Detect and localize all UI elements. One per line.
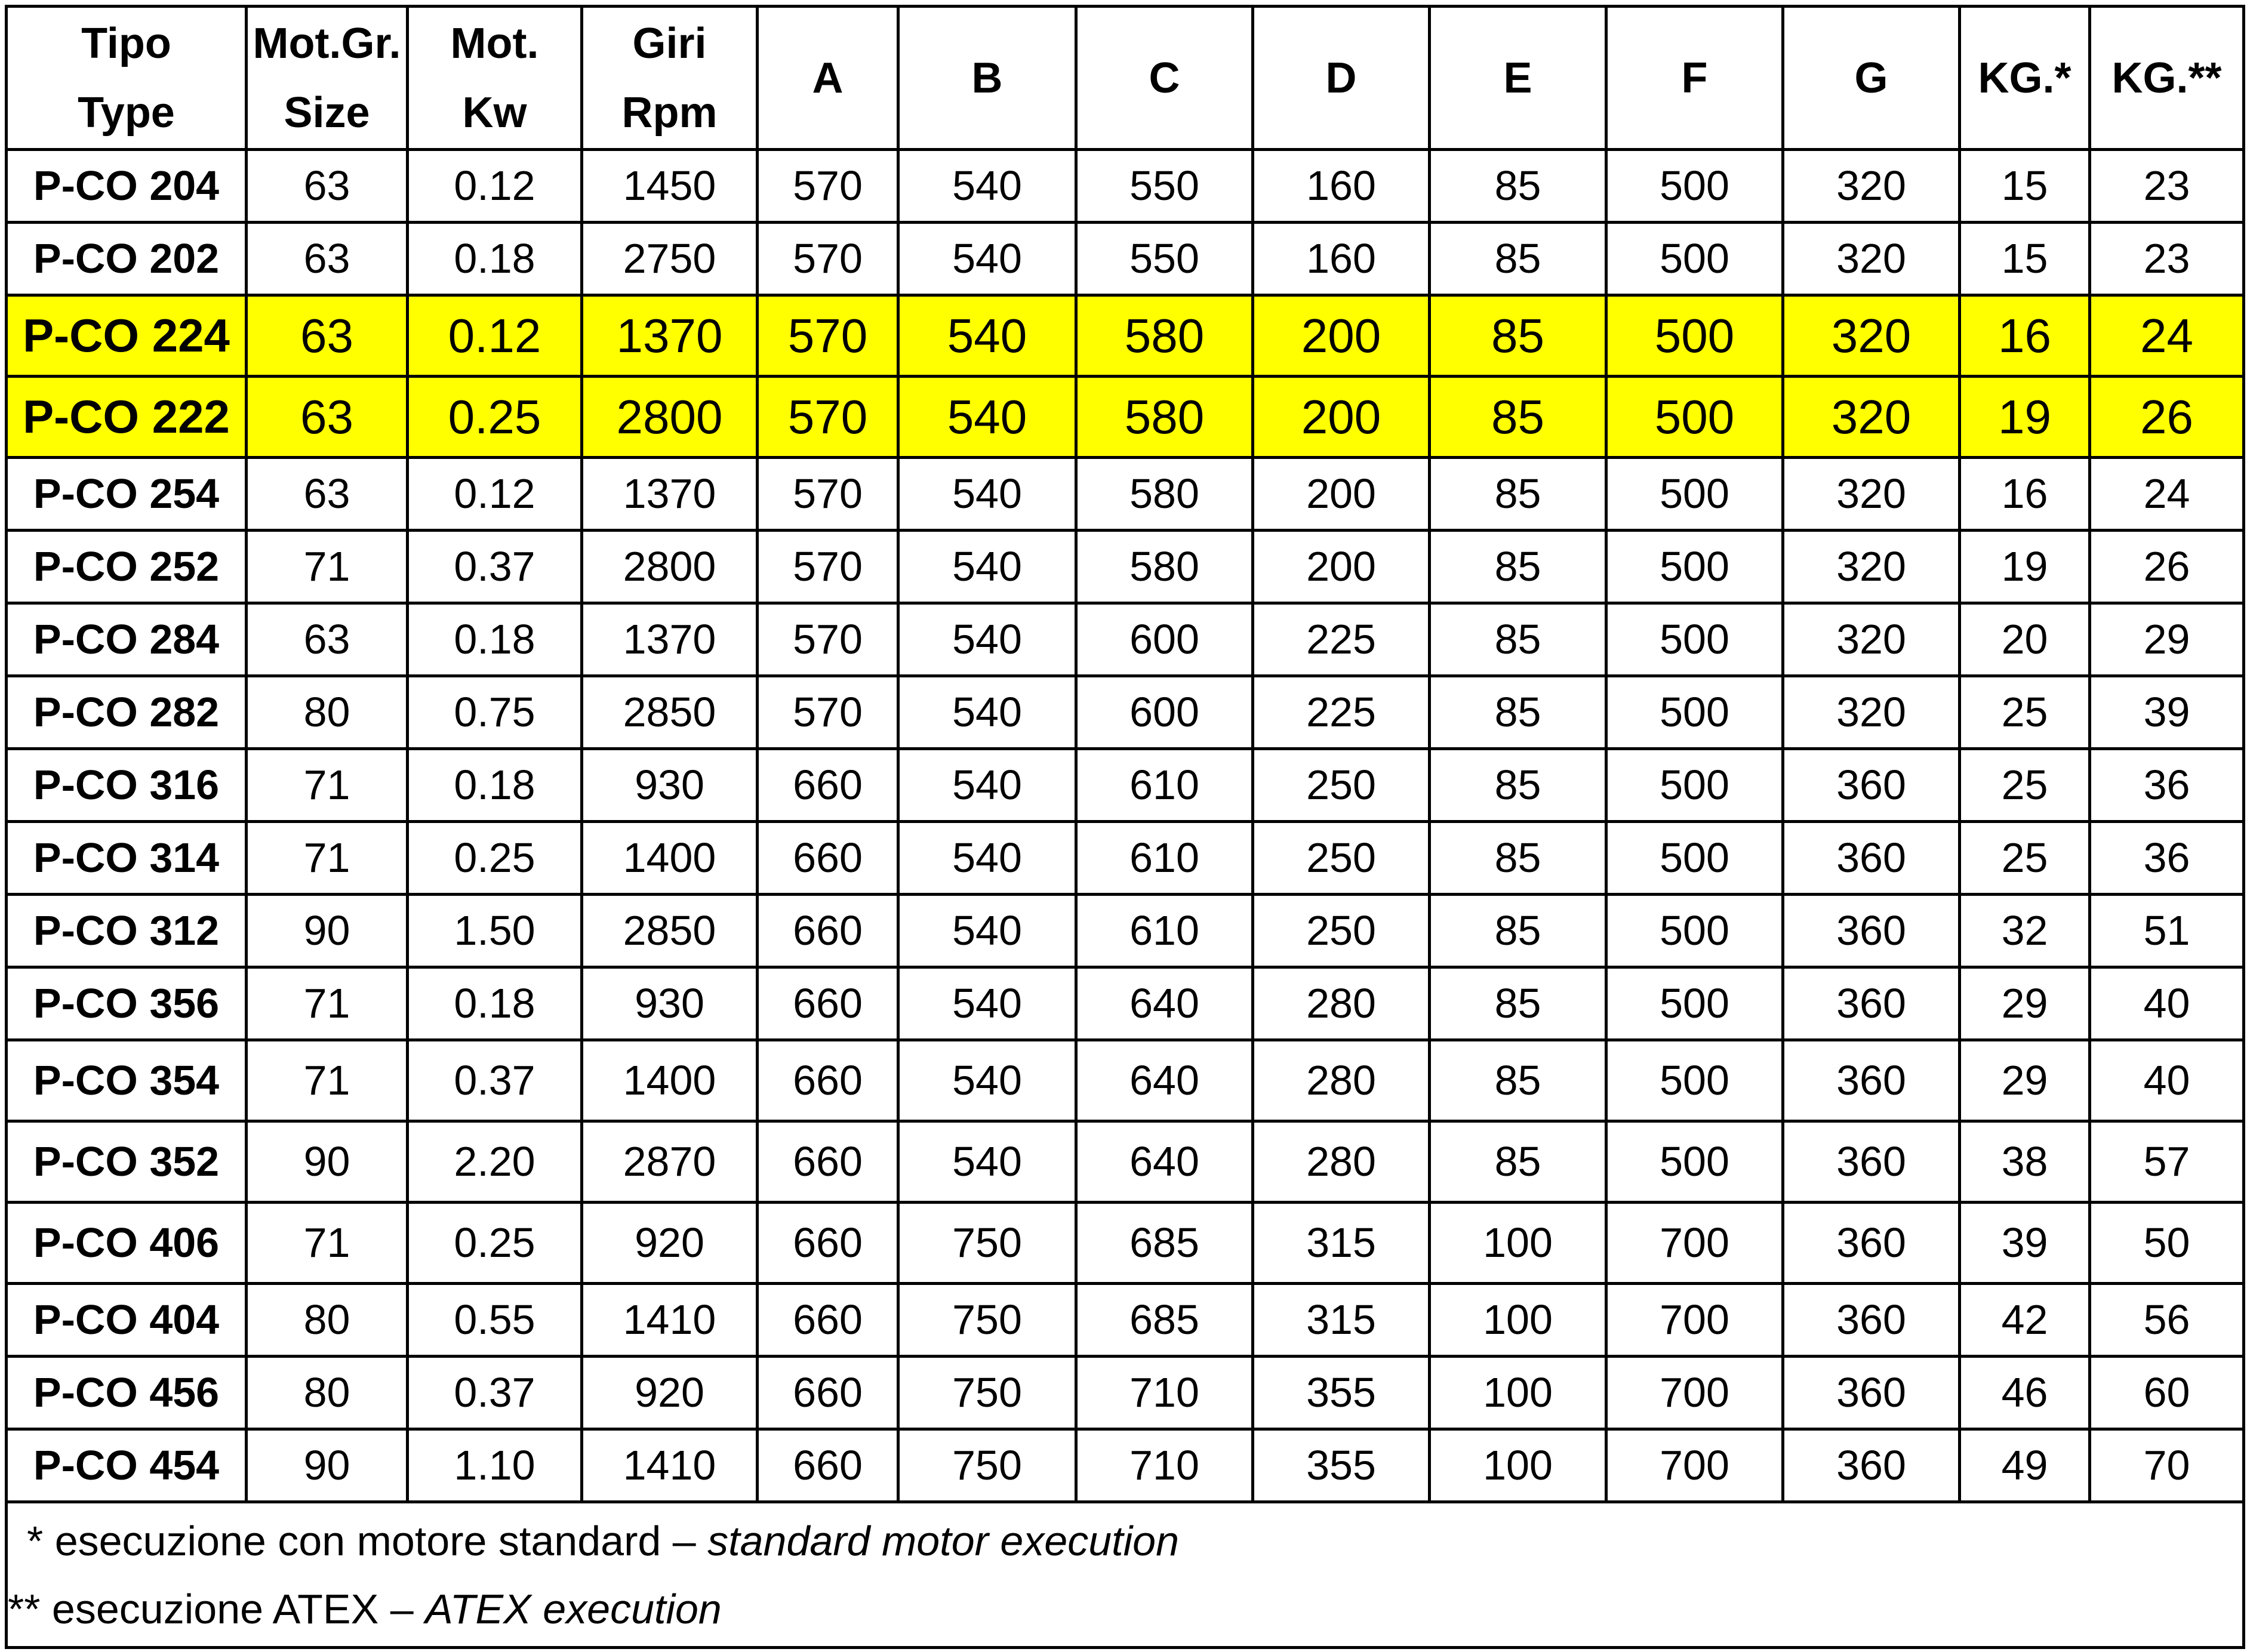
column-header-g [1783,7,1960,150]
table-row [7,603,2244,676]
table-row [7,1203,2244,1284]
value-cell-kg-atex: 36 [2090,822,2244,895]
value-cell-motor-size: 80 [247,1284,408,1357]
value-cell-g: 320 [1783,458,1960,531]
footnotes-cell [7,1502,2244,1648]
table-row [7,1357,2244,1429]
value-cell-rpm: 1370 [582,458,758,531]
table-row [7,967,2244,1040]
value-cell-a: 660 [758,1040,898,1121]
value-cell-motor-size: 63 [247,150,408,223]
column-header-d [1253,7,1430,150]
column-header-label: G [1854,54,1888,102]
value-cell-motor-kw: 0.37 [408,531,582,603]
value-cell-b: 540 [898,223,1076,295]
value-cell-motor-size: 71 [247,967,408,1040]
value-cell-f: 500 [1606,1040,1783,1121]
value-cell-rpm: 1400 [582,822,758,895]
value-cell-c: 610 [1076,895,1253,967]
value-cell-g: 360 [1783,1357,1960,1429]
value-cell-motor-kw: 0.18 [408,603,582,676]
column-header-b [898,7,1076,150]
value-cell-motor-kw: 0.37 [408,1357,582,1429]
value-cell-e: 85 [1430,749,1606,822]
value-cell-kg-standard: 15 [1960,223,2090,295]
value-cell-c: 550 [1076,223,1253,295]
value-cell-e: 100 [1430,1429,1606,1502]
value-cell-a: 570 [758,676,898,749]
value-cell-kg-standard: 15 [1960,150,2090,223]
value-cell-g: 320 [1783,295,1960,377]
value-cell-motor-size: 63 [247,377,408,458]
value-cell-e: 100 [1430,1203,1606,1284]
value-cell-b: 540 [898,295,1076,377]
column-header-a [758,7,898,150]
value-cell-kg-standard: 25 [1960,749,2090,822]
value-cell-c: 640 [1076,1040,1253,1121]
value-cell-kg-atex: 24 [2090,295,2244,377]
value-cell-kg-standard: 19 [1960,531,2090,603]
type-cell: P-CO 204 [7,150,247,223]
value-cell-motor-size: 80 [247,1357,408,1429]
value-cell-f: 500 [1606,1121,1783,1203]
table-row [7,295,2244,377]
value-cell-motor-kw: 0.18 [408,967,582,1040]
value-cell-motor-kw: 0.75 [408,676,582,749]
value-cell-kg-atex: 24 [2090,458,2244,531]
value-cell-b: 750 [898,1284,1076,1357]
value-cell-kg-atex: 29 [2090,603,2244,676]
value-cell-motor-kw: 0.37 [408,1040,582,1121]
value-cell-kg-standard: 46 [1960,1357,2090,1429]
value-cell-kg-atex: 26 [2090,531,2244,603]
value-cell-rpm: 2850 [582,676,758,749]
value-cell-rpm: 1370 [582,295,758,377]
value-cell-g: 320 [1783,676,1960,749]
value-cell-c: 640 [1076,967,1253,1040]
value-cell-f: 700 [1606,1357,1783,1429]
specifications-table [5,5,2245,1649]
value-cell-b: 540 [898,150,1076,223]
value-cell-a: 660 [758,895,898,967]
table-row [7,531,2244,603]
value-cell-c: 580 [1076,531,1253,603]
value-cell-kg-atex: 51 [2090,895,2244,967]
value-cell-g: 360 [1783,1040,1960,1121]
value-cell-motor-kw: 1.10 [408,1429,582,1502]
value-cell-c: 580 [1076,377,1253,458]
footnote-english-text: standard motor execution [707,1517,1180,1564]
value-cell-kg-atex: 40 [2090,967,2244,1040]
value-cell-e: 85 [1430,1040,1606,1121]
value-cell-a: 570 [758,295,898,377]
value-cell-rpm: 2870 [582,1121,758,1203]
value-cell-f: 500 [1606,967,1783,1040]
column-header-e [1430,7,1606,150]
value-cell-g: 360 [1783,967,1960,1040]
value-cell-rpm: 2800 [582,531,758,603]
value-cell-rpm: 920 [582,1203,758,1284]
value-cell-motor-size: 63 [247,223,408,295]
value-cell-rpm: 1450 [582,150,758,223]
value-cell-kg-atex: 23 [2090,223,2244,295]
column-header-label: F [1681,54,1708,102]
footnote [14,1507,2242,1575]
column-header-label: A [812,54,844,102]
value-cell-f: 500 [1606,295,1783,377]
value-cell-d: 280 [1253,1121,1430,1203]
column-header-kg-atex [2090,7,2244,150]
table-row [7,223,2244,295]
value-cell-rpm: 2800 [582,377,758,458]
column-header-motor-kw [408,7,582,150]
value-cell-d: 280 [1253,1040,1430,1121]
value-cell-b: 540 [898,603,1076,676]
value-cell-motor-kw: 0.12 [408,458,582,531]
type-cell: P-CO 202 [7,223,247,295]
value-cell-c: 550 [1076,150,1253,223]
value-cell-b: 540 [898,458,1076,531]
column-header-label: Mot.Gr. [253,19,401,67]
footnote-text: * esecuzione con motore standard – [27,1517,708,1564]
value-cell-motor-kw: 0.12 [408,150,582,223]
footnote-english-text: ATEX execution [425,1585,722,1632]
value-cell-c: 600 [1076,676,1253,749]
value-cell-a: 570 [758,223,898,295]
type-cell: P-CO 222 [7,377,247,458]
column-header-type [7,7,247,150]
value-cell-b: 540 [898,1121,1076,1203]
value-cell-g: 360 [1783,895,1960,967]
table-row [7,1040,2244,1121]
value-cell-c: 640 [1076,1121,1253,1203]
value-cell-d: 250 [1253,822,1430,895]
value-cell-f: 700 [1606,1284,1783,1357]
value-cell-e: 85 [1430,676,1606,749]
value-cell-g: 360 [1783,1121,1960,1203]
type-cell: P-CO 454 [7,1429,247,1502]
value-cell-kg-standard: 39 [1960,1203,2090,1284]
type-cell: P-CO 406 [7,1203,247,1284]
value-cell-motor-kw: 2.20 [408,1121,582,1203]
column-header-rpm [582,7,758,150]
value-cell-f: 500 [1606,603,1783,676]
value-cell-b: 750 [898,1357,1076,1429]
footnote [8,1575,2242,1643]
value-cell-motor-kw: 0.55 [408,1284,582,1357]
value-cell-kg-standard: 19 [1960,377,2090,458]
value-cell-b: 540 [898,531,1076,603]
table-footer [7,1502,2244,1648]
value-cell-c: 710 [1076,1429,1253,1502]
column-header-label: Rpm [621,88,718,137]
value-cell-a: 570 [758,150,898,223]
value-cell-d: 355 [1253,1357,1430,1429]
value-cell-d: 200 [1253,458,1430,531]
table-row [7,150,2244,223]
value-cell-a: 660 [758,1429,898,1502]
value-cell-g: 320 [1783,150,1960,223]
value-cell-g: 360 [1783,822,1960,895]
table-row [7,1121,2244,1203]
value-cell-a: 570 [758,377,898,458]
value-cell-e: 85 [1430,603,1606,676]
value-cell-kg-atex: 50 [2090,1203,2244,1284]
value-cell-d: 160 [1253,150,1430,223]
value-cell-kg-standard: 32 [1960,895,2090,967]
value-cell-d: 225 [1253,603,1430,676]
value-cell-a: 570 [758,531,898,603]
value-cell-a: 660 [758,1121,898,1203]
value-cell-kg-atex: 39 [2090,676,2244,749]
table-row [7,1284,2244,1357]
column-header-kg-standard [1960,7,2090,150]
type-cell: P-CO 356 [7,967,247,1040]
type-cell: P-CO 404 [7,1284,247,1357]
table-row [7,895,2244,967]
value-cell-e: 85 [1430,895,1606,967]
value-cell-e: 100 [1430,1357,1606,1429]
value-cell-f: 500 [1606,531,1783,603]
value-cell-b: 540 [898,676,1076,749]
value-cell-motor-kw: 1.50 [408,895,582,967]
value-cell-d: 225 [1253,676,1430,749]
value-cell-motor-kw: 0.12 [408,295,582,377]
value-cell-motor-size: 71 [247,1040,408,1121]
value-cell-e: 85 [1430,223,1606,295]
value-cell-d: 250 [1253,749,1430,822]
value-cell-d: 250 [1253,895,1430,967]
value-cell-e: 100 [1430,1284,1606,1357]
value-cell-b: 540 [898,895,1076,967]
value-cell-rpm: 1410 [582,1429,758,1502]
column-header-label: D [1325,54,1357,102]
value-cell-e: 85 [1430,822,1606,895]
column-header-label: E [1503,54,1532,102]
value-cell-c: 600 [1076,603,1253,676]
value-cell-kg-standard: 16 [1960,458,2090,531]
footnote-row [7,1502,2244,1648]
value-cell-d: 200 [1253,295,1430,377]
value-cell-motor-size: 71 [247,822,408,895]
value-cell-d: 160 [1253,223,1430,295]
header-row [7,7,2244,150]
value-cell-kg-atex: 70 [2090,1429,2244,1502]
value-cell-kg-standard: 49 [1960,1429,2090,1502]
value-cell-g: 320 [1783,377,1960,458]
value-cell-d: 200 [1253,531,1430,603]
value-cell-c: 580 [1076,295,1253,377]
value-cell-g: 360 [1783,749,1960,822]
value-cell-motor-kw: 0.25 [408,1203,582,1284]
value-cell-kg-standard: 38 [1960,1121,2090,1203]
value-cell-e: 85 [1430,458,1606,531]
table-header [7,7,2244,150]
value-cell-f: 500 [1606,676,1783,749]
value-cell-kg-atex: 36 [2090,749,2244,822]
value-cell-f: 700 [1606,1429,1783,1502]
type-cell: P-CO 252 [7,531,247,603]
column-header-label: C [1149,54,1180,102]
type-cell: P-CO 456 [7,1357,247,1429]
value-cell-g: 360 [1783,1284,1960,1357]
table-body [7,150,2244,1502]
value-cell-kg-standard: 29 [1960,1040,2090,1121]
value-cell-g: 360 [1783,1203,1960,1284]
value-cell-f: 500 [1606,895,1783,967]
column-header-label: KG.** [2111,54,2222,102]
column-header-label: Kw [462,88,527,137]
value-cell-kg-standard: 25 [1960,676,2090,749]
type-cell: P-CO 312 [7,895,247,967]
value-cell-motor-kw: 0.25 [408,822,582,895]
value-cell-motor-size: 71 [247,749,408,822]
value-cell-a: 570 [758,458,898,531]
value-cell-c: 685 [1076,1284,1253,1357]
value-cell-f: 500 [1606,377,1783,458]
value-cell-g: 360 [1783,1429,1960,1502]
value-cell-motor-size: 63 [247,295,408,377]
value-cell-f: 500 [1606,822,1783,895]
value-cell-b: 540 [898,822,1076,895]
value-cell-d: 315 [1253,1284,1430,1357]
table-row [7,749,2244,822]
value-cell-a: 660 [758,1203,898,1284]
column-header-label: Mot. [450,19,539,67]
type-cell: P-CO 282 [7,676,247,749]
value-cell-e: 85 [1430,150,1606,223]
value-cell-e: 85 [1430,531,1606,603]
value-cell-d: 315 [1253,1203,1430,1284]
value-cell-a: 660 [758,1357,898,1429]
value-cell-motor-kw: 0.18 [408,749,582,822]
table-row [7,377,2244,458]
value-cell-b: 750 [898,1429,1076,1502]
value-cell-motor-size: 80 [247,676,408,749]
value-cell-a: 660 [758,967,898,1040]
value-cell-c: 710 [1076,1357,1253,1429]
column-header-label: Giri [632,19,707,67]
value-cell-f: 700 [1606,1203,1783,1284]
value-cell-c: 685 [1076,1203,1253,1284]
value-cell-f: 500 [1606,458,1783,531]
value-cell-b: 540 [898,1040,1076,1121]
value-cell-kg-standard: 29 [1960,967,2090,1040]
value-cell-c: 580 [1076,458,1253,531]
value-cell-a: 660 [758,822,898,895]
value-cell-f: 500 [1606,223,1783,295]
value-cell-rpm: 1370 [582,603,758,676]
value-cell-kg-standard: 25 [1960,822,2090,895]
value-cell-kg-standard: 16 [1960,295,2090,377]
type-cell: P-CO 224 [7,295,247,377]
column-header-c [1076,7,1253,150]
value-cell-g: 320 [1783,603,1960,676]
value-cell-motor-size: 90 [247,895,408,967]
value-cell-motor-size: 71 [247,531,408,603]
value-cell-b: 540 [898,967,1076,1040]
column-header-motor-size [247,7,408,150]
value-cell-kg-atex: 40 [2090,1040,2244,1121]
value-cell-f: 500 [1606,749,1783,822]
value-cell-d: 200 [1253,377,1430,458]
value-cell-motor-size: 90 [247,1121,408,1203]
value-cell-d: 280 [1253,967,1430,1040]
type-cell: P-CO 284 [7,603,247,676]
column-header-label: Type [78,88,175,137]
value-cell-rpm: 1410 [582,1284,758,1357]
value-cell-b: 540 [898,377,1076,458]
value-cell-motor-kw: 0.18 [408,223,582,295]
value-cell-e: 85 [1430,377,1606,458]
value-cell-g: 320 [1783,531,1960,603]
value-cell-kg-atex: 23 [2090,150,2244,223]
column-header-label: Size [284,88,370,137]
value-cell-kg-atex: 26 [2090,377,2244,458]
type-cell: P-CO 314 [7,822,247,895]
column-header-label: Tipo [81,19,171,67]
value-cell-motor-size: 90 [247,1429,408,1502]
value-cell-g: 320 [1783,223,1960,295]
value-cell-b: 750 [898,1203,1076,1284]
value-cell-kg-atex: 56 [2090,1284,2244,1357]
footnote-text: ** esecuzione ATEX – [8,1585,426,1632]
value-cell-a: 570 [758,603,898,676]
type-cell: P-CO 352 [7,1121,247,1203]
table-row [7,458,2244,531]
value-cell-a: 660 [758,1284,898,1357]
value-cell-b: 540 [898,749,1076,822]
value-cell-motor-size: 63 [247,458,408,531]
type-cell: P-CO 254 [7,458,247,531]
type-cell: P-CO 354 [7,1040,247,1121]
value-cell-rpm: 920 [582,1357,758,1429]
value-cell-e: 85 [1430,967,1606,1040]
table-row [7,676,2244,749]
column-header-label: B [971,54,1003,102]
value-cell-rpm: 930 [582,749,758,822]
value-cell-d: 355 [1253,1429,1430,1502]
type-cell: P-CO 316 [7,749,247,822]
value-cell-kg-atex: 57 [2090,1121,2244,1203]
value-cell-c: 610 [1076,749,1253,822]
table-row [7,822,2244,895]
value-cell-kg-standard: 42 [1960,1284,2090,1357]
value-cell-motor-size: 71 [247,1203,408,1284]
value-cell-motor-kw: 0.25 [408,377,582,458]
value-cell-motor-size: 63 [247,603,408,676]
value-cell-e: 85 [1430,1121,1606,1203]
column-header-label: KG.* [1978,54,2071,102]
table-row [7,1429,2244,1502]
value-cell-rpm: 2750 [582,223,758,295]
column-header-f [1606,7,1783,150]
value-cell-a: 660 [758,749,898,822]
value-cell-rpm: 1400 [582,1040,758,1121]
value-cell-rpm: 930 [582,967,758,1040]
value-cell-f: 500 [1606,150,1783,223]
value-cell-rpm: 2850 [582,895,758,967]
value-cell-kg-standard: 20 [1960,603,2090,676]
value-cell-e: 85 [1430,295,1606,377]
value-cell-kg-atex: 60 [2090,1357,2244,1429]
value-cell-c: 610 [1076,822,1253,895]
